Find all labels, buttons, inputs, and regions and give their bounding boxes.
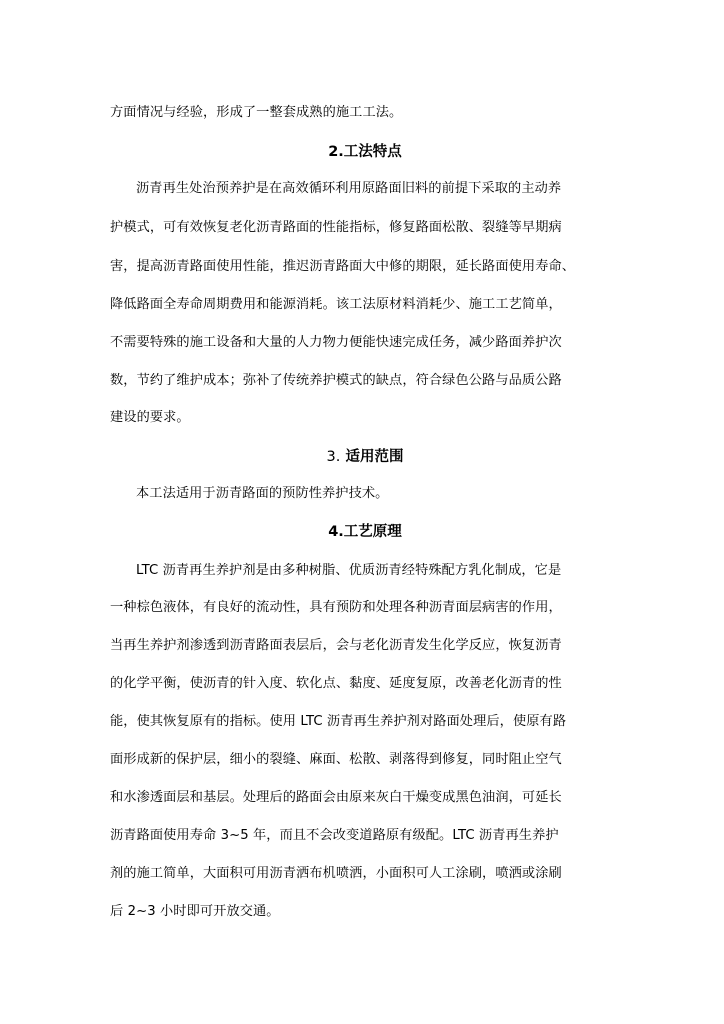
section-2-line: 不需要特殊的施工设备和大量的人力物力便能快速完成任务，减少路面养护次 [110, 335, 562, 350]
section-2-heading: 2.工法特点 [328, 144, 402, 160]
section-2-line: 害，提高沥青路面使用性能，推迟沥青路面大中修的期限，延长路面使用寿命、 [110, 259, 576, 274]
section-4-line: 后 2~3 小时即可开放交通。 [110, 904, 280, 919]
section-4-line: 和水渗透面层和基层。处理后的路面会由原来灰白干燥变成黑色油润，可延长 [110, 790, 562, 805]
section-2-line: 护模式，可有效恢复老化沥青路面的性能指标，修复路面松散、裂缝等早期病 [110, 220, 562, 235]
section-4-line: 沥青路面使用寿命 3~5 年，而且不会改变道路原有级配。LTC 沥青再生养护 [110, 828, 559, 843]
section-4-line: 的化学平衡，使沥青的针入度、软化点、黏度、延度复原，改善老化沥青的性 [110, 676, 562, 691]
section-4-line: LTC 沥青再生养护剂是由多种树脂、优质沥青经特殊配方乳化制成，它是 [136, 563, 562, 578]
section-4-line: 一种棕色液体，有良好的流动性，具有预防和处理各种沥青面层病害的作用， [110, 600, 562, 615]
section-2-line: 降低路面全寿命周期费用和能源消耗。该工法原材料消耗少、施工工艺简单， [110, 297, 562, 312]
section-4-line: 当再生养护剂渗透到沥青路面表层后，会与老化沥青发生化学反应，恢复沥青 [110, 638, 562, 653]
section-4-line: 面形成新的保护层，细小的裂缝、麻面、松散、剥落得到修复，同时阻止空气 [110, 752, 562, 767]
section-4-line: 剂的施工简单，大面积可用沥青洒布机喷洒，小面积可人工涂刷，喷洒或涂刷 [110, 866, 562, 881]
section-2-line: 建设的要求。 [110, 410, 190, 425]
section-2-line: 沥青再生处治预养护是在高效循环利用原路面旧料的前提下采取的主动养 [136, 181, 562, 196]
section-4-heading: 4.工艺原理 [328, 524, 402, 540]
section-3-heading-number: 3. [326, 449, 341, 465]
section-3-heading [110, 447, 620, 467]
section-3-line: 本工法适用于沥青路面的预防性养护技术。 [136, 486, 389, 501]
section-3-heading-text: 适用范围 [345, 449, 404, 465]
section-2-line: 数，节约了维护成本；弥补了传统养护模式的缺点，符合绿色公路与品质公路 [110, 373, 562, 388]
section-4-line: 能，使其恢复原有的指标。使用 LTC 沥青再生养护剂对路面处理后，使原有路 [110, 714, 567, 729]
intro-tail-line: 方面情况与经验，形成了一整套成熟的施工工法。 [110, 105, 403, 120]
